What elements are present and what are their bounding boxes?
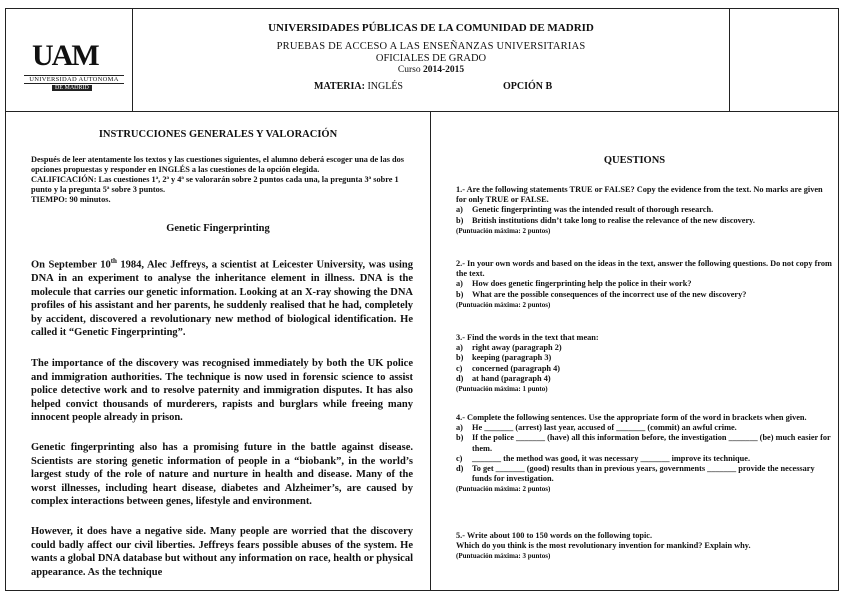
passage-title: Genetic Fingerprinting — [166, 223, 270, 234]
exam-header — [6, 9, 838, 112]
instructions-heading: INSTRUCCIONES GENERALES Y VALORACIÓN — [98, 129, 338, 140]
university-title: UNIVERSIDADES PÚBLICAS DE LA COMUNIDAD DE MADRID — [268, 22, 594, 34]
question-2: 2.- In your own words and based on the ideas in the text, answer the following questions. Do not copy from the text. a) How does genetic fingerprinting help the police in their work? b) What are the possible consequences of the incorrect use of the new discovery? (Puntuación máxima: 2 puntos) — [456, 259, 832, 309]
option-label: OPCIÓN B — [503, 81, 553, 92]
uam-logo: UAM UNIVERSIDAD AUTONOMA DE MADRID — [22, 37, 122, 97]
header-blank-cell — [729, 9, 838, 111]
passage-paragraph-2: The importance of the discovery was recognised immediately by both the UK police and immigration authorities. The technique is now used in forensic science to assist police detective work and to resolve paternity and immigration disputes. It has also helped convict thousands of murderers, rapists and burglars while freeing many innocent people already in prison. — [31, 358, 413, 424]
instructions-text: Después de leer atentamente los textos y las cuestiones siguientes, el alumno deberá escoger una de las dos opciones propuestas y responder en INGLÉS a las cuestiones de la opción elegida. CALIFICACIÓN: Las cuestiones 1ª, 2ª y 4ª se valorarán sobre 2 puntos cada una, la pregunta 3ª sobre 1 punto y la pregunta 5ª sobre 3 puntos. TIEMPO: 90 minutos. — [31, 155, 405, 204]
passage-paragraph-1: On September 10th 1984, Alec Jeffreys, a scientist at Leicester University, was using DNA in an experiment to analyse the inheritance element in illness. DNA is the molecule that carries our genetic information. Looking at an X-ray showing the DNA profiles of his assistant and her parents, he suddenly realised that he had, completely by accident, discovered a revolutionary new method of biological identification. He called it “Genetic Fingerprinting”. — [31, 257, 413, 339]
question-3: 3.- Find the words in the text that mean: a) right away (paragraph 2) b) keeping (paragraph 3) c) concerned (paragraph 4) d) at hand (paragraph 4) (Puntuación máxima: 1 punto) — [456, 333, 599, 394]
questions-heading: QUESTIONS — [603, 155, 666, 166]
exam-line-3: OFICIALES DE GRADO — [375, 53, 487, 64]
subject-line: MATERIA: INGLÉS — [314, 81, 403, 92]
question-4: 4.- Complete the following sentences. Use the appropriate form of the word in brackets when given. a) He _______ (arrest) last year, accused of _______ (commit) an awful crime. b) If the police _______ (have) all this information before, the investigation _______ (be) much easier for them. c) _______ the method was good, it was necessary _______ improve its technique. d) To get _______ (good) results than in previous years, governments _______ provide the necessary funds for investigation. (Puntuación máxima: 2 puntos) — [456, 413, 831, 494]
passage-paragraph-4: However, it does have a negative side. Many people are worried that the discovery could badly affect our civil liberties. Jeffreys fears possible abuses of the system. He wants a global DNA database but without any information on race, health or physical appearance. As the technique — [31, 526, 413, 578]
course-line: Curso 2014-2015 — [397, 65, 465, 75]
logo-cell — [6, 9, 133, 111]
questions-column — [431, 111, 838, 590]
passage-paragraph-3: Genetic fingerprinting also has a promising future in the battle against disease. Scientists are storing genetic information of people in a “biobank”, in the world’s largest study of the role of nature and nurture in health and disease. Many of the worst illnesses, including heart disease, diabetes and Alzheimer’s, are caused by complex interactions between genes, lifestyle and environment. — [31, 442, 413, 508]
instructions-column — [6, 111, 431, 590]
question-5: 5.- Write about 100 to 150 words on the following topic. Which do you think is the most revolutionary invention for mankind? Explain why. (Puntuación máxima: 3 puntos) — [456, 531, 751, 561]
exam-line-2: PRUEBAS DE ACCESO A LAS ENSEÑANZAS UNIVERSITARIAS — [276, 41, 586, 52]
question-1: 1.- Are the following statements TRUE or FALSE? Copy the evidence from the text. No marks are given for only TRUE or FALSE. a) Genetic fingerprinting was the intended result of thorough research. b) British institutions didn’t take long to realise the relevance of the new discovery. (Puntuación máxima: 2 puntos) — [456, 185, 823, 235]
exam-page — [5, 8, 839, 591]
